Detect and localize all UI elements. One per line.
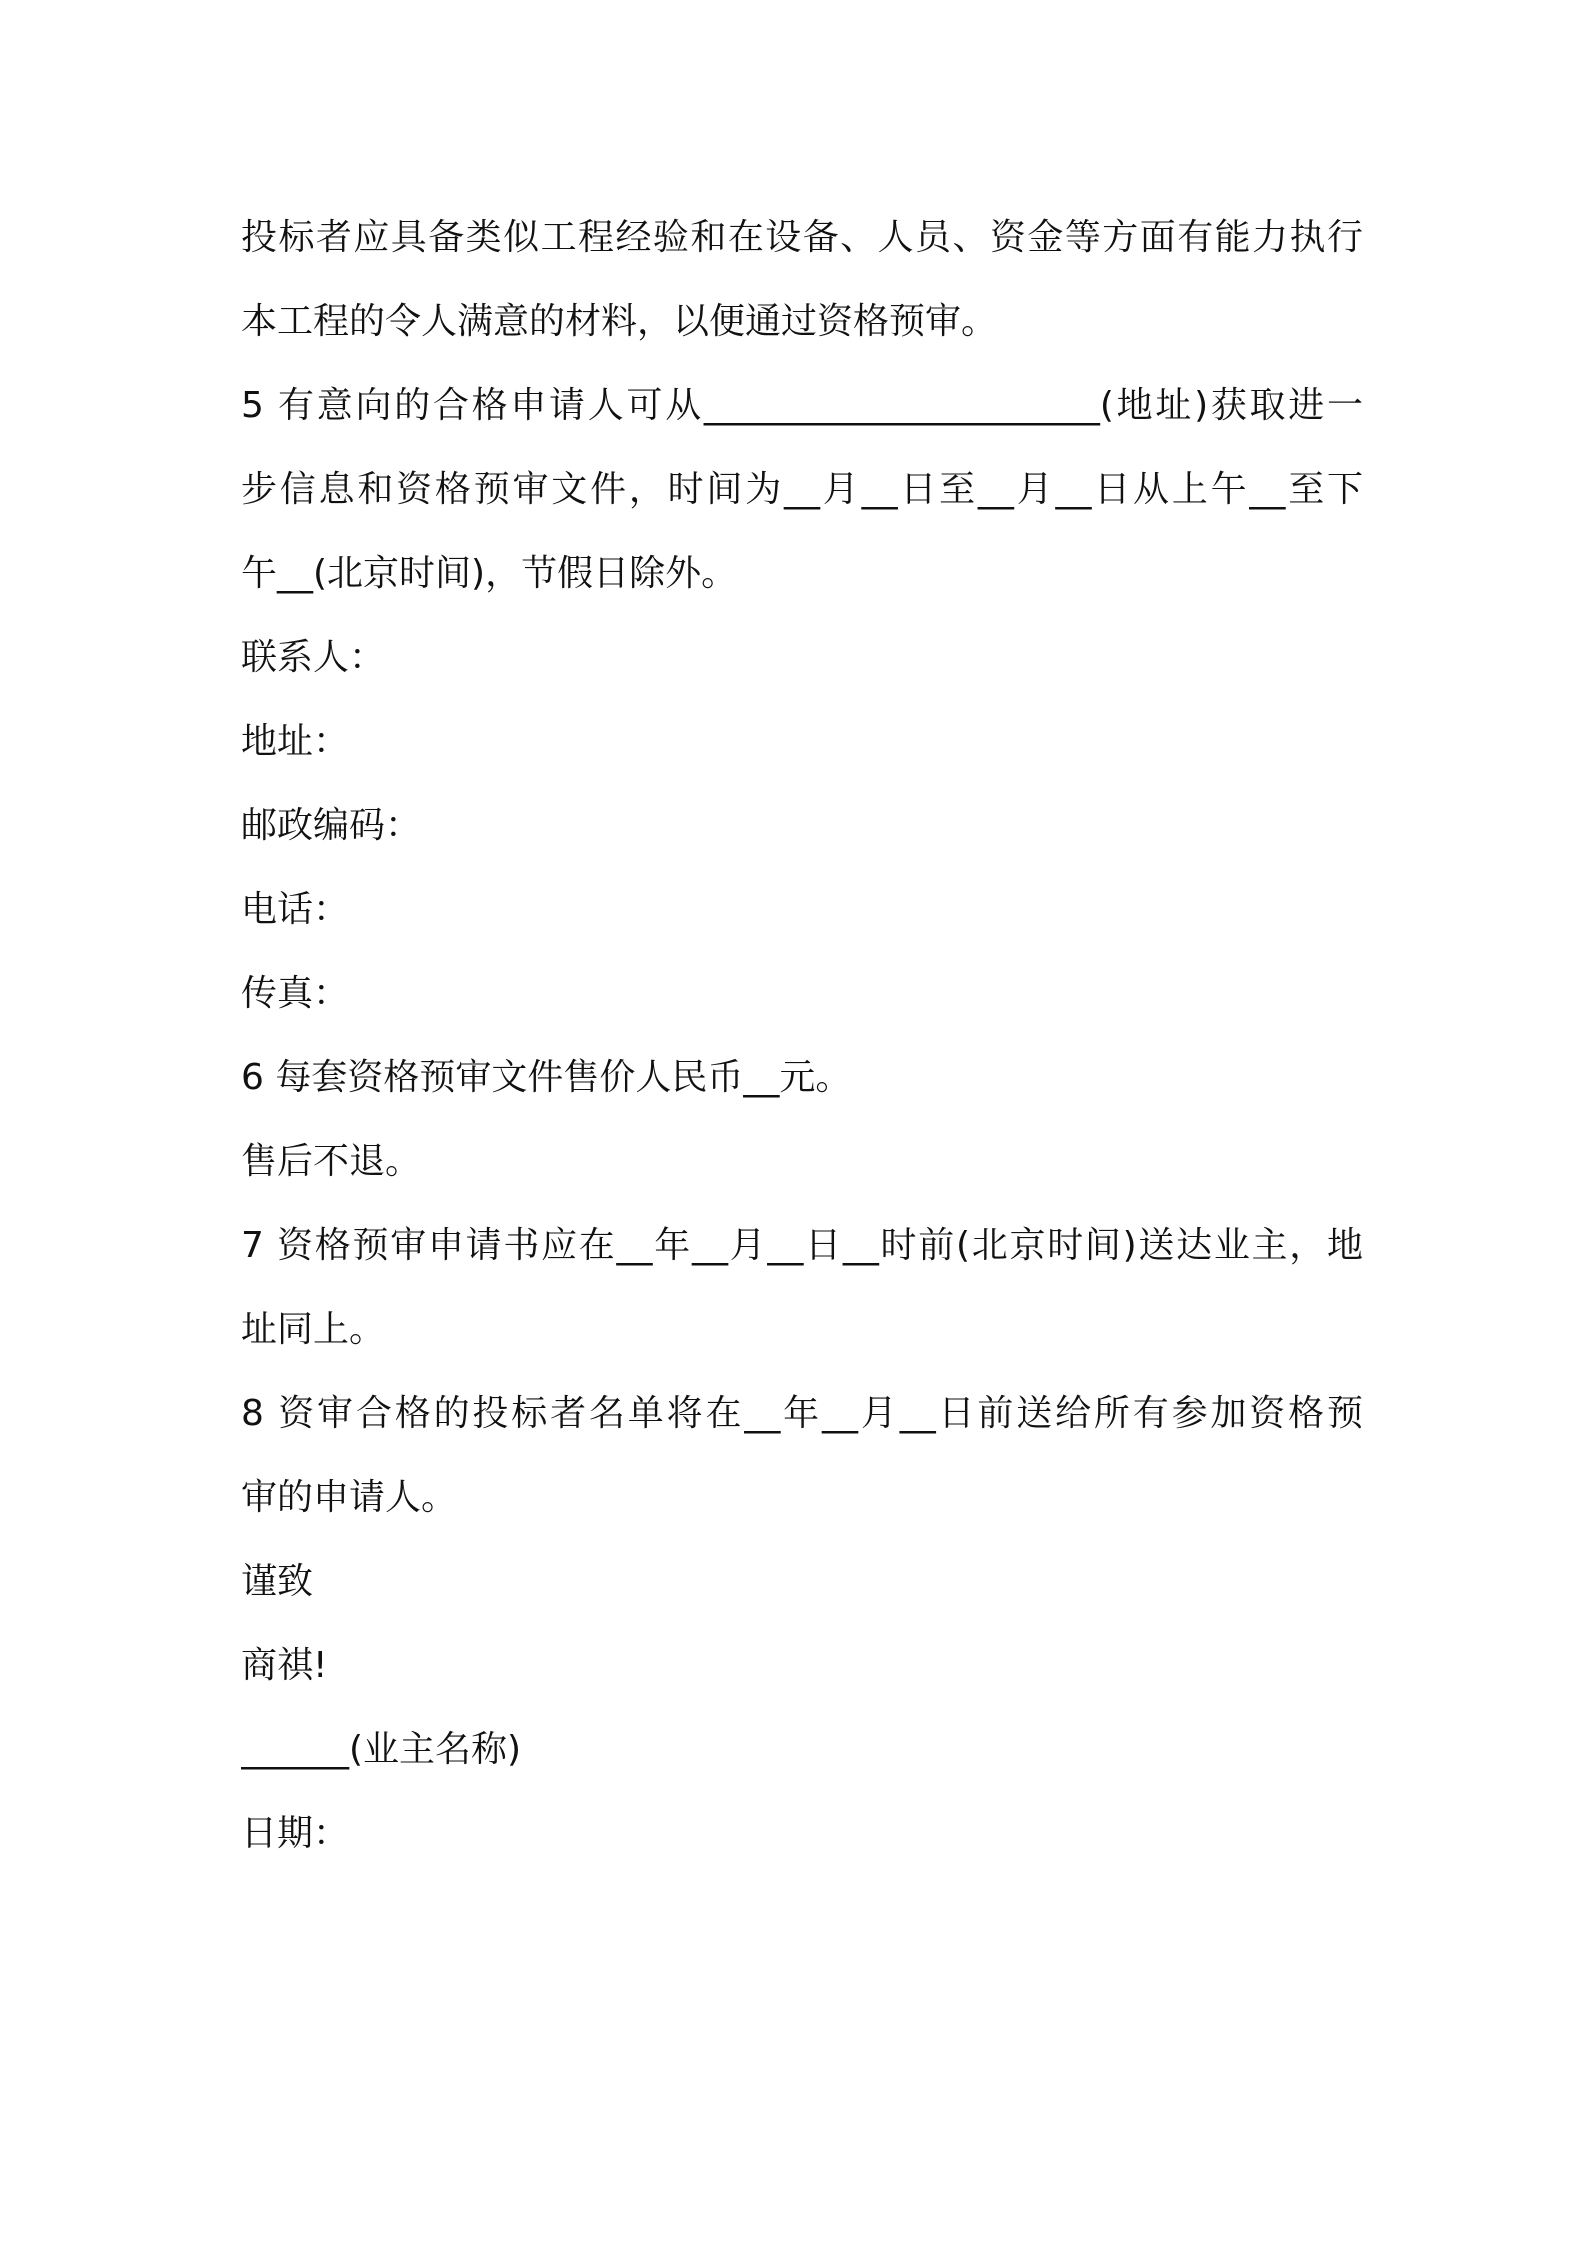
clause-7-line: 7 资格预审申请书应在__年__月__日__时前(北京时间)送达业主，地 <box>241 1225 1363 1266</box>
closing-greeting: 谨致 <box>241 1561 314 1602</box>
clause-5-line: 午__(北京时间)，节假日除外。 <box>241 553 738 594</box>
paragraph-line: 本工程的令人满意的材料，以便通过资格预审。 <box>241 301 998 342</box>
clause-5-line: 步信息和资格预审文件，时间为__月__日至__月__日从上午__至下 <box>241 469 1363 510</box>
clause-5-line: 5 有意向的合格申请人可从______________________(地址)获取进一 <box>241 385 1363 426</box>
clause-8-line: 8 资审合格的投标者名单将在__年__月__日前送给所有参加资格预 <box>241 1393 1363 1434</box>
clause-7-line: 址同上。 <box>241 1309 386 1350</box>
clause-6-line: 6 每套资格预审文件售价人民币__元。 <box>241 1057 852 1098</box>
date-label: 日期： <box>241 1813 350 1854</box>
postal-code-label: 邮政编码： <box>241 805 422 846</box>
clause-6-line: 售后不退。 <box>241 1141 422 1182</box>
address-label: 地址： <box>241 721 350 762</box>
document-body <box>241 196 1363 1876</box>
closing-wish: 商祺! <box>241 1645 328 1686</box>
paragraph-line: 投标者应具备类似工程经验和在设备、人员、资金等方面有能力执行 <box>241 217 1363 258</box>
owner-name-line: ______(业主名称) <box>241 1729 522 1770</box>
clause-8-line: 审的申请人。 <box>241 1477 458 1518</box>
contact-person-label: 联系人： <box>241 637 386 678</box>
fax-label: 传真： <box>241 973 350 1014</box>
phone-label: 电话： <box>241 889 350 930</box>
